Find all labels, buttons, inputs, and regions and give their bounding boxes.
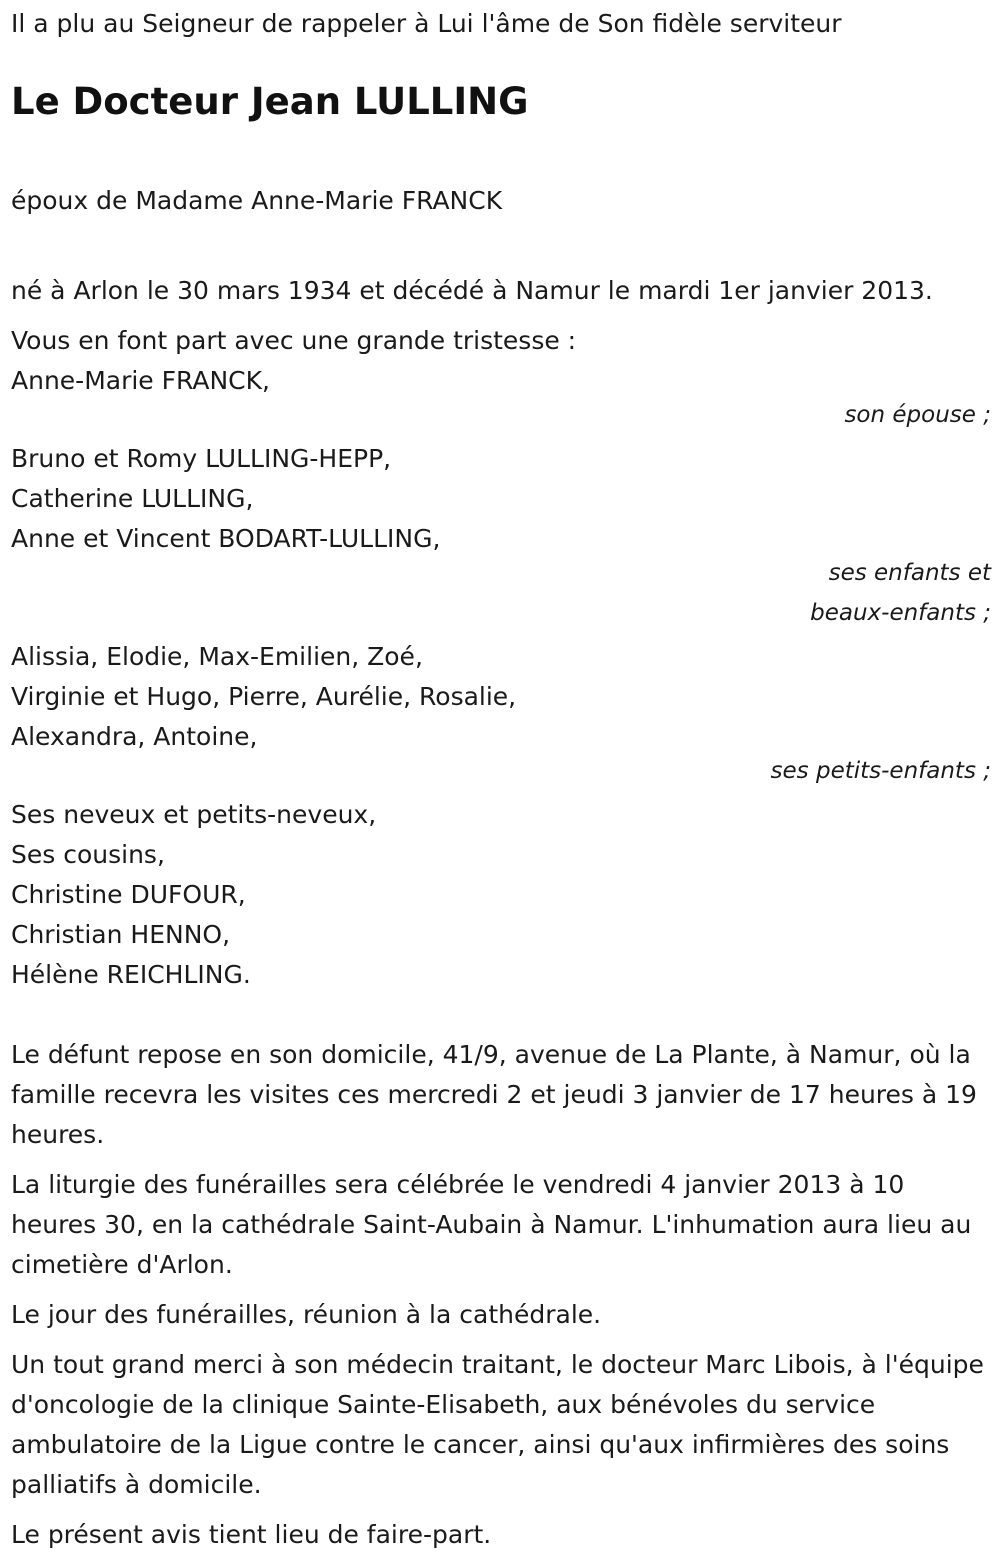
birth-death-line: né à Arlon le 30 mars 1934 et décédé à Namur le mardi 1er janvier 2013. (11, 276, 933, 305)
spouse-name: Anne-Marie FRANCK, (11, 366, 270, 395)
grandchildren-role: ses petits-enfants ; (770, 758, 991, 784)
notice-paragraph: Le présent avis tient lieu de faire-part. (11, 1520, 492, 1549)
child-entry: Catherine LULLING, (11, 484, 254, 513)
relative-entry: Hélène REICHLING. (11, 960, 251, 989)
obituary-notice (11, 4, 991, 1555)
relative-entry: Christian HENNO, (11, 920, 231, 949)
family-children-block (11, 439, 991, 633)
family-grandchildren-block (11, 637, 991, 791)
announcement-line: Vous en font part avec une grande tristesse : (11, 326, 577, 355)
relative-entry: Ses cousins, (11, 840, 165, 869)
children-role-line-1: ses enfants et (828, 560, 991, 586)
spouse-line: époux de Madame Anne-Marie FRANCK (11, 186, 503, 215)
deceased-name-title: Le Docteur Jean LULLING (11, 80, 529, 123)
intro-line: Il a plu au Seigneur de rappeler à Lui l'âme de Son fidèle serviteur (11, 9, 842, 38)
grandchild-entry: Virginie et Hugo, Pierre, Aurélie, Rosalie, (11, 682, 517, 711)
spouse-role: son épouse ; (844, 402, 991, 428)
visitation-paragraph: Le défunt repose en son domicile, 41/9, avenue de La Plante, à Namur, où la famille recevra les visites ces mercredi 2 et jeudi 3 janvier de 17 heures à 19 heures. (11, 1040, 977, 1149)
funeral-paragraph: La liturgie des funérailles sera célébrée le vendredi 4 janvier 2013 à 10 heures 30, en la cathédrale Saint-Aubain à Namur. L'inhumation aura lieu au cimetière d'Arlon. (11, 1170, 972, 1279)
thanks-paragraph: Un tout grand merci à son médecin traitant, le docteur Marc Libois, à l'équipe d'oncologie de la clinique Sainte-Elisabeth, aux bénévoles du service ambulatoire de la Ligue contre le cancer, ainsi qu'aux infirmières des soins palliatifs à domicile. (11, 1350, 984, 1499)
family-others-block (11, 795, 991, 995)
child-entry: Bruno et Romy LULLING-HEPP, (11, 444, 392, 473)
meeting-paragraph: Le jour des funérailles, réunion à la cathédrale. (11, 1300, 602, 1329)
family-spouse-block (11, 361, 991, 435)
grandchild-entry: Alissia, Elodie, Max-Emilien, Zoé, (11, 642, 423, 671)
grandchild-entry: Alexandra, Antoine, (11, 722, 258, 751)
children-role-line-2: beaux-enfants ; (810, 600, 991, 626)
child-entry: Anne et Vincent BODART-LULLING, (11, 524, 441, 553)
relative-entry: Christine DUFOUR, (11, 880, 246, 909)
relative-entry: Ses neveux et petits-neveux, (11, 800, 377, 829)
